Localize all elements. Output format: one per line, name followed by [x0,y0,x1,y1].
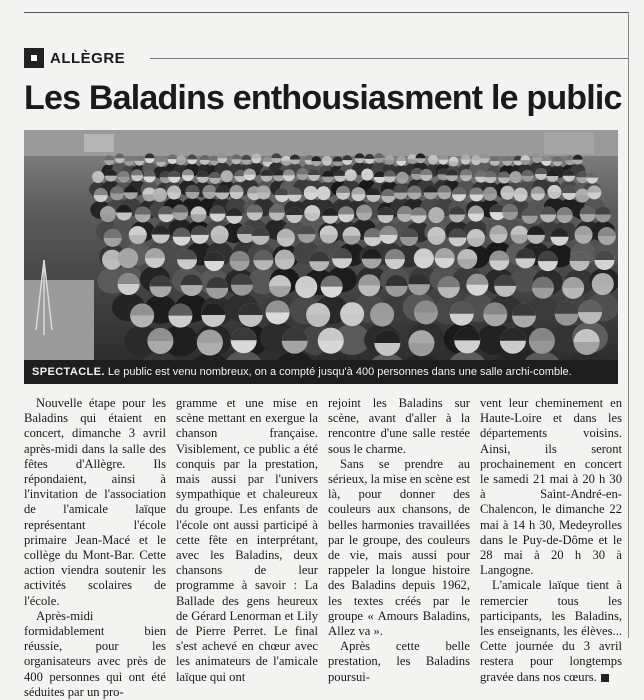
article-body [24,396,628,700]
paragraph: Nouvelle étape pour les Baladins qui étaient en concert, dimanche 3 avril après-midi dans la salle des fêtes d'Allègre. Ils répondaient, ainsi à l'invitation de l'association de l'amicale laïque représentant l'école primaire Jean-Macé et le collège du Mont-Bar. Cette action viendra soutenir les activités scolaires de l'école. [24,396,166,608]
paragraph: Après cette belle prestation, les Baladins poursui- [328,639,470,684]
paragraph: rejoint les Baladins sur scène, avant d'aller à la rencontre d'une salle restée sous le charme. [328,396,470,456]
top-rule [24,12,628,13]
article-column-2 [176,396,318,700]
right-rule [628,12,629,638]
section-name: ALLÈGRE [50,49,126,67]
paragraph-text: L'amicale laïque tient à remercier tous les participants, les Baladins, les enseignants, les élèves... Cette journée du 3 avril restera pour longtemps gravée dans nos cœurs. [480,578,622,684]
section-tag [24,47,125,69]
paragraph: Sans se prendre au sérieux, la mise en scène est là, pour donner des couleurs aux chansons, de belles harmonies travaillées par le groupe, des couleurs de vie, mais aussi pour rappeler la longue histoire des Baladins depuis 1962, les textes créés par le groupe « Amours Baladins, Allez va ». [328,456,470,639]
article-column-4 [480,396,622,700]
section-square-icon [24,48,44,68]
article-column-1 [24,396,166,700]
caption-text: Le public est venu nombreux, on a compté jusqu'à 400 personnes dans une salle archi-comble. [104,366,572,378]
caption-label: SPECTACLE. [32,366,105,378]
paragraph: gramme et une mise en scène mettant en exergue la chanson française. Visiblement, ce public a été conquis par la prestation, mais aussi par l'univers sympathique et chaleureux du groupe. Les enfants de l'école ont aussi participé à cette fête en interprétant, avec les Baladins, deux chansons de leur programme à savoir : La Ballade des gens heureux de Gérard Lenorman et Lily de Pierre Perret. Le final s'est achevé en chœur avec les animateurs de l'amicale laïque qui ont [176,396,318,684]
headline: Les Baladins enthousiasment le public [24,79,622,117]
paragraph [480,578,622,684]
photo-caption [24,360,618,384]
audience-photo [24,130,618,360]
paragraph: vent leur cheminement en Haute-Loire et dans les départements voisins. Ainsi, ils seront prochainement en concert le samedi 21 mai à 20 h 30 à Saint-André-en-Chalencon, le dimanche 22 mai à 14 h 30, Medeyrolles dans le Puy-de-Dôme et le 28 mai à 20 h 30 à Langogne. [480,396,622,578]
end-of-article-icon [601,674,609,682]
section-rule [150,58,628,59]
article-column-3 [328,396,470,700]
audience-photo-icon [24,130,618,360]
paragraph: Après-midi formidablement bien réussie, pour les organisateurs avec près de 400 personnes qui ont été séduites par un pro- [24,608,166,699]
